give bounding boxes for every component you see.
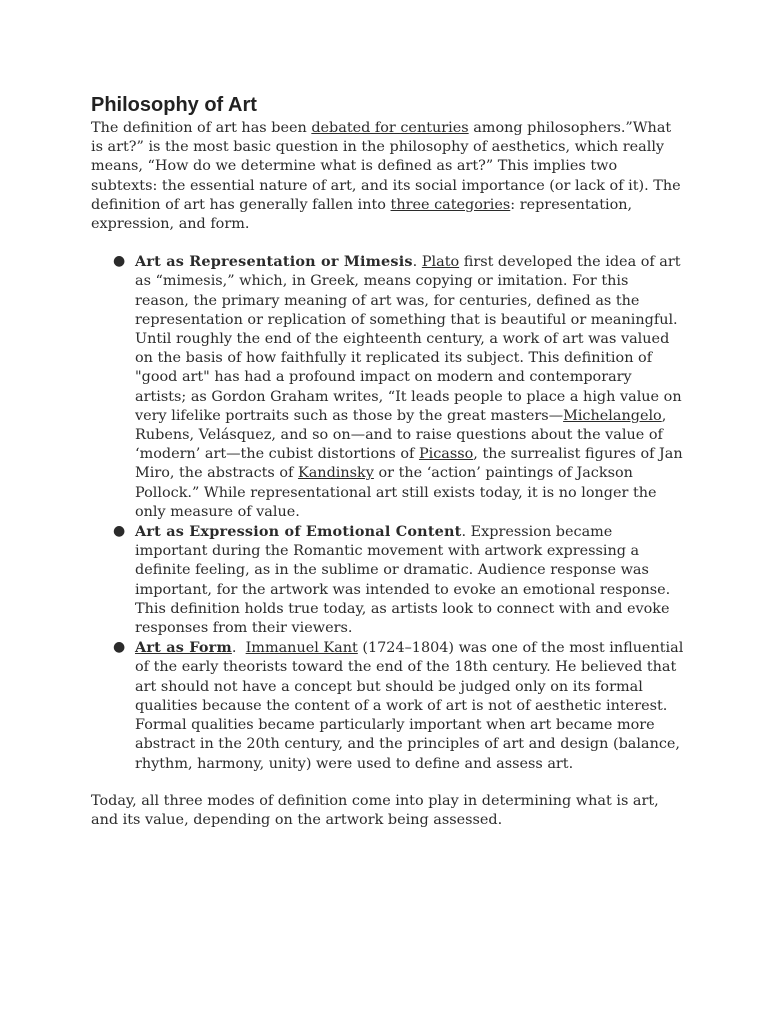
- link-kandinsky[interactable]: Kandinsky: [297, 465, 374, 482]
- conclusion-paragraph: Today, all three modes of definition come into play in determining what is art, and its value, depending on the artwork being assessed.: [91, 792, 659, 828]
- link-michelangelo[interactable]: Michelangelo: [563, 407, 662, 424]
- intro-paragraph: [91, 119, 686, 234]
- item-text: or the ‘action’ paintings of Jackson Pollock.” While representational art still exists today, it is no longer the only measure of value.: [135, 465, 657, 520]
- link-immanuel-kant[interactable]: Immanuel Kant: [245, 640, 358, 657]
- list-item-expression: [113, 522, 686, 638]
- item-text: first developed the idea of art as “mimesis,” which, in Greek, means copying or imitation. For this reason, the primary meaning of art was, for centuries, defined as the representation or replication of something that is beautiful or meaningful. Until roughly the end of the eighteenth century, a work of art was valued on the basis of how faithfully it replicated its subject. This definition of "good art" has had a profound impact on modern and contemporary artists; as Gordon Graham writes, “It leads people to place a high value on very lifelike portraits such as those by the great masters—: [135, 254, 682, 424]
- link-debated-for-centuries[interactable]: debated for centuries: [311, 120, 469, 136]
- bullet-icon: ●: [113, 523, 126, 540]
- document-page: [91, 92, 686, 830]
- categories-list: [91, 252, 686, 773]
- bullet-icon: ●: [113, 639, 126, 656]
- list-item-form: [113, 638, 686, 773]
- item-text: , Rubens, Velásquez, and so on—and to raise questions about the value of ‘modern’ art—the cubist distortions of: [135, 407, 667, 463]
- bullet-icon: ●: [113, 253, 126, 270]
- term-representation: Art as Representation or Mimesis: [135, 253, 413, 271]
- term-expression: Art as Expression of Emotional Content: [135, 523, 462, 541]
- intro-text-2: among philosophers.”What is art?” is the most basic question in the philosophy of aesthetics, which really means, “How do we determine what is defined as art?” This implies two subtexts: the essential nature of art, and its social importance (or lack of it). The definition of art has generally fallen into: [91, 120, 681, 213]
- intro-text-1: The definition of art has been: [91, 120, 312, 136]
- link-plato[interactable]: Plato: [421, 254, 460, 271]
- intro-text-3: : representation, expression, and form.: [91, 196, 633, 233]
- item-text: .: [231, 640, 246, 657]
- item-text: . Expression became important during the Romantic movement with artwork expressing a definite feeling, as in the sublime or dramatic. Audience response was important, for the artwork was intended to evoke an emotional response. This definition holds true today, as artists look to connect with and evoke responses from their viewers.: [135, 524, 671, 637]
- item-text: .: [412, 254, 422, 271]
- page-title: Philosophy of Art: [91, 94, 257, 116]
- link-three-categories[interactable]: three categories: [390, 196, 511, 213]
- list-item-representation: [113, 252, 686, 522]
- item-text: (1724–1804) was one of the most influential of the early theorists toward the end of the 18th century. He believed that art should not have a concept but should be judged only on its formal qualities because the content of a work of art is not of aesthetic interest. Formal qualities became particularly important when art became more abstract in the 20th century, and the principles of art and design (balance, rhythm, harmony, unity) were used to define and assess art.: [135, 640, 684, 772]
- term-form[interactable]: Art as Form: [135, 639, 232, 657]
- item-text: , the surrealist figures of Jan Miro, the abstracts of: [135, 446, 683, 482]
- link-picasso[interactable]: Picasso: [418, 446, 474, 463]
